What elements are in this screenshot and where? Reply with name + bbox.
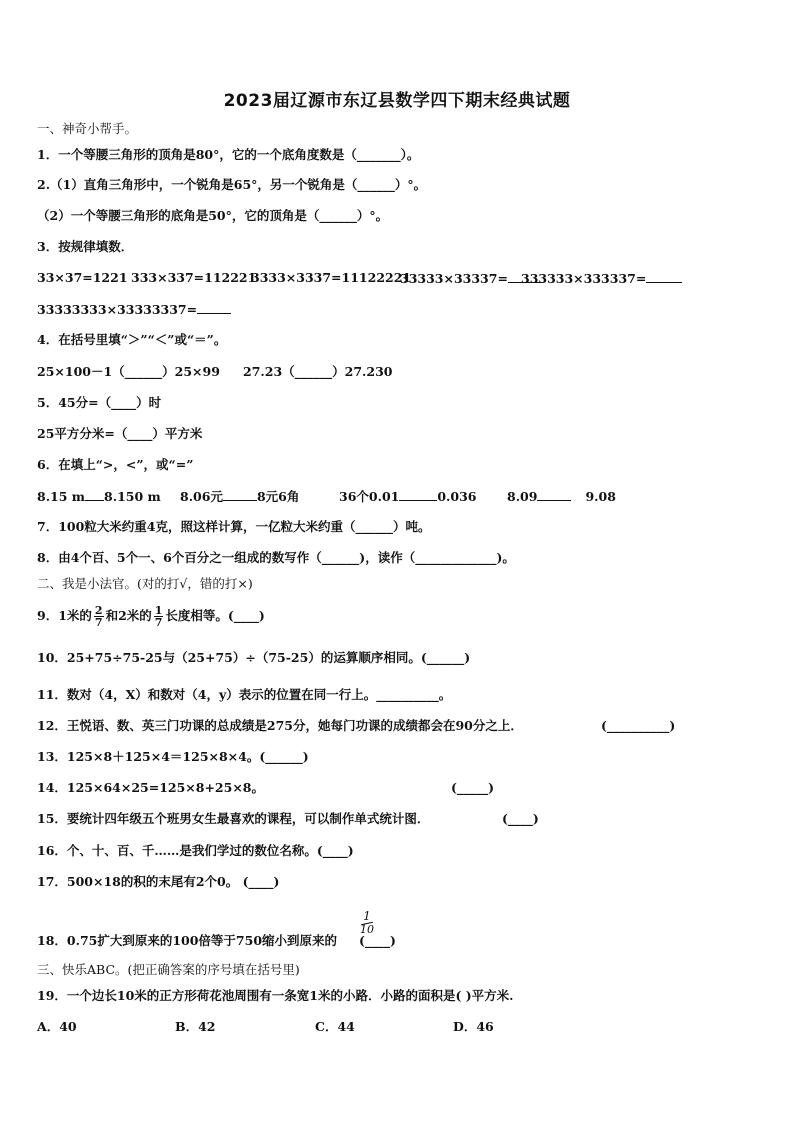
question-6: 6．在填上“>，<”，或“=” <box>37 457 194 472</box>
question-5b: 25平方分米=（____）平方米 <box>37 426 203 441</box>
question-8: 8．由4个百、5个一、6个百分之一组成的数写作（______)，读作（_____________)。 <box>37 550 515 565</box>
question-15: 15．要统计四年级五个班男女生最喜欢的课程，可以制作单式统计图． <box>37 811 430 826</box>
page-title: 2023届辽源市东辽县数学四下期末经典试题 <box>223 91 571 111</box>
question-10: 10．25+75÷75-25与（25+75）÷（75-25）的运算顺序相同。(______) <box>37 650 471 665</box>
question-17: 17．500×18的积的末尾有2个0。 (____) <box>37 874 280 889</box>
q6-item-3: 36个0.01 0.036 <box>339 489 477 504</box>
question-15-answer: (____) <box>502 811 539 826</box>
question-14-answer: (_____) <box>451 780 495 795</box>
q3-item-4: 33333×33337= <box>400 270 542 287</box>
q3-item-5: 333333×333337= <box>521 270 682 287</box>
q3-item-1: 33×37=1221 <box>37 270 128 285</box>
fraction-2-7: $\frac{2}{7}$ <box>94 604 103 629</box>
question-16: 16．个、十、百、千……是我们学过的数位名称。(____) <box>37 843 354 858</box>
q6-item-2: 8.06元 8元6角 <box>180 489 300 504</box>
question-13: 13．125×8＋125×4＝125×8×4。(______) <box>37 749 309 764</box>
q19-option-b: B．42 <box>175 1019 216 1034</box>
question-9: 9．1米的 $\frac{2}{7}$ 和2米的 $\frac{1}{7}$ 长度相等。(____) <box>37 604 265 629</box>
question-18: 18．0.75扩大到原来的100倍等于750缩小到原来的 (____) <box>37 933 396 948</box>
q19-option-a: A．40 <box>37 1019 77 1034</box>
q3-item-6: 33333333×33333337= <box>37 301 231 318</box>
question-12-answer: (__________) <box>601 718 676 733</box>
question-11: 11．数对（4，X）和数对（4，y）表示的位置在同一行上。__________。 <box>37 687 452 702</box>
question-14: 14．125×64×25=125×8+25×8。 <box>37 780 265 795</box>
q4-item-2: 27.23（______）27.230 <box>243 364 393 379</box>
q19-option-d: D．46 <box>453 1019 494 1034</box>
q6-item-4: 8.09 9.08 <box>507 489 616 504</box>
question-1: 1．一个等腰三角形的顶角是80°，它的一个底角度数是（_______）。 <box>37 147 420 162</box>
q3-item-2: 333×337=112221 <box>131 270 257 285</box>
question-2b: （2）一个等腰三角形的底角是50°，它的顶角是（______）°。 <box>37 208 389 223</box>
fraction-1-7: $\frac{1}{7}$ <box>154 604 163 629</box>
section-heading-2: 二、我是小法官。(对的打√，错的打×) <box>37 576 253 591</box>
question-5a: 5．45分=（____）时 <box>37 395 162 410</box>
section-heading-3: 三、快乐ABC。(把正确答案的序号填在括号里) <box>37 962 300 977</box>
fraction-1-10: 1 10 <box>360 909 374 936</box>
question-4: 4．在括号里填“＞”“＜”或“＝”。 <box>37 332 227 347</box>
question-12: 12．王悦语、数、英三门功课的总成绩是275分，她每门功课的成绩都会在90分之上． <box>37 718 523 733</box>
q6-item-1: 8.15 m 8.150 m <box>37 489 161 504</box>
question-3: 3．按规律填数． <box>37 239 134 254</box>
question-19: 19．一个边长10米的正方形荷花池周围有一条宽1米的小路．小路的面积是( )平方米. <box>37 988 514 1003</box>
question-7: 7．100粒大米约重4克，照这样计算，一亿粒大米约重（______）吨。 <box>37 519 431 534</box>
q4-item-1: 25×100－1（______）25×99 <box>37 364 220 379</box>
section-heading-1: 一、神奇小帮手。 <box>37 121 138 136</box>
q3-item-3: 3333×3337=11122221 <box>251 270 412 285</box>
question-2a: 2.（1）直角三角形中，一个锐角是65°，另一个锐角是（______）°。 <box>37 177 427 192</box>
q19-option-c: C．44 <box>315 1019 355 1034</box>
